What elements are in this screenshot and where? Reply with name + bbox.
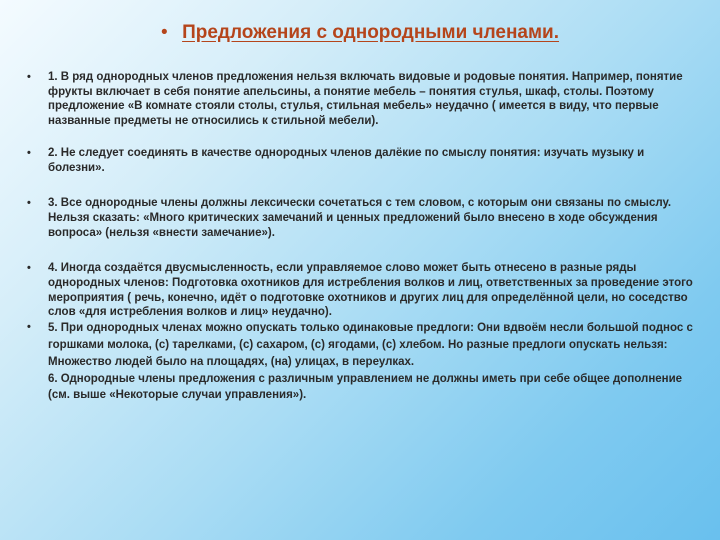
bullet: • <box>27 197 31 210</box>
list-item-text: 4. Иногда создаётся двусмысленность, если управляемое слово может быть отнесено в разные ряды однородных членов: Подготовка охотников для истребления волков и лиц, ответственных за проведение этого мероприятия ( речь, конечно, идёт о подготовке охотников и других лиц для определённой цели, но соседство слов «для истребления волков и лиц» неудачно). <box>48 262 693 319</box>
list-item-text: 3. Все однородные члены должны лексически сочетаться с тем словом, с которым они связаны по смыслу. Нельзя сказать: «Много критических замечаний и ценных предложений было внесено в ходе обсуждения вопроса» (нельзя «внести замечание»). <box>48 197 672 239</box>
list-item-4 <box>27 261 699 320</box>
list-item-3 <box>27 196 699 240</box>
list-item-1 <box>27 70 699 129</box>
bullet: • <box>27 262 31 275</box>
list-item-text: 2. Не следует соединять в качестве однородных членов далёкие по смыслу понятия: изучать музыку и болезни». <box>48 146 645 174</box>
title-row <box>0 22 720 44</box>
bullet: • <box>27 321 31 334</box>
title-bullet: • <box>160 22 168 43</box>
list-item-text: 1. В ряд однородных членов предложения нельзя включать видовые и родовые понятия. Например, понятие фрукты включает в себя понятие апельсины, а понятие мебель – понятия стулья, шкаф, столы. Поэтому предложение «В комнате стояли столы, стулья, стильная мебель» неудачно ( имеется в виду, что первые названные предметы не относились к стильной мебели). <box>48 71 683 128</box>
list-item-6 <box>27 371 699 405</box>
list-item-text: 5. При однородных членах можно опускать только одинаковые предлоги: Они вдвоём несли большой поднос с горшками молока, (с) тарелками, (с) сахаром, (с) ягодами, (с) хлебом. Но разные предлоги опускать нельзя: Множество людей было на площадях, (на) улицах, в переулках. <box>48 322 693 368</box>
list-item-2 <box>27 146 699 175</box>
slide-title: Предложения с однородными членами. <box>182 22 560 43</box>
bullet: • <box>27 146 31 159</box>
list-item-5 <box>27 320 699 370</box>
content-list <box>27 70 699 404</box>
bullet: • <box>27 71 31 83</box>
list-item-text: 6. Однородные члены предложения с различным управлением не должны иметь при себе общее дополнение (см. выше «Некоторые случаи управления»). <box>48 372 683 402</box>
